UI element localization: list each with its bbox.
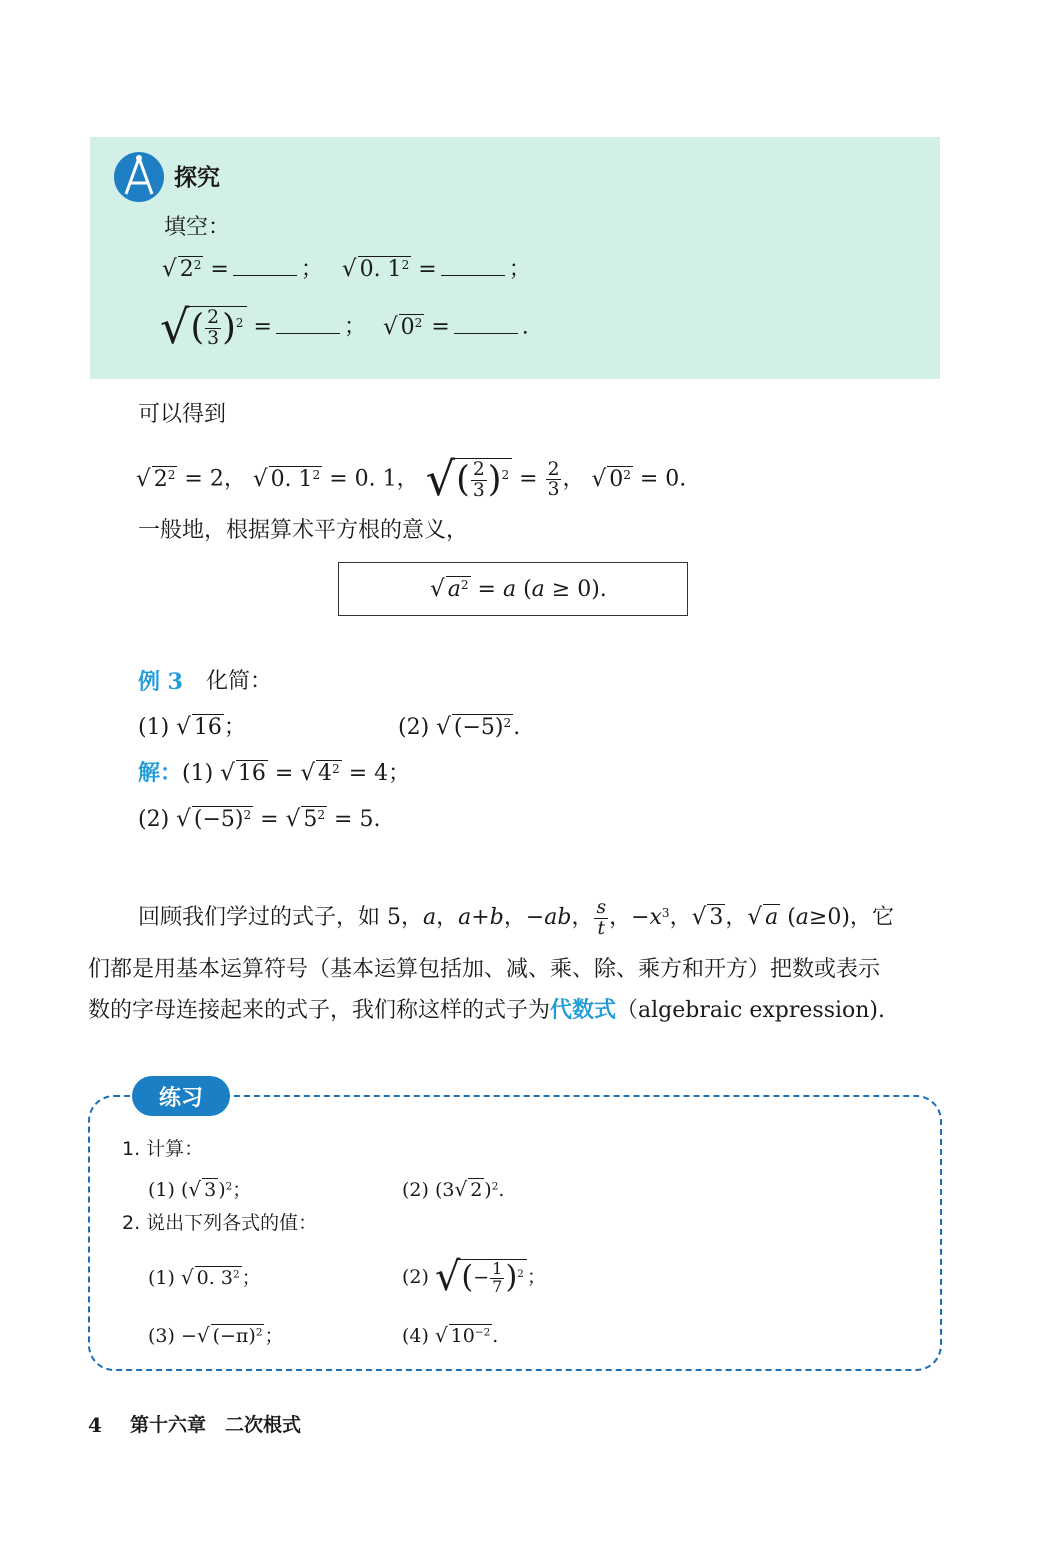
solution-1: 解：(1) √ 16 = √ $4^2 = 4$；: [138, 760, 411, 786]
explore-row-1: √ $2^2$ = ； √ 0. $1^2$ = ；: [162, 256, 531, 282]
result-general: 一般地，根据算术平方根的意义，: [138, 518, 469, 543]
practice-q2: 2. 说出下列各式的值：: [122, 1212, 318, 1234]
explore-icon: [112, 150, 166, 208]
review-line-3-end: （algebraic expression).: [616, 998, 886, 1023]
practice-q2-2: (2) √(− $\frac{1}{7}$ )$^2$ ；: [402, 1254, 546, 1300]
example-part-2: (2) √ $(-5)^2$.: [398, 714, 521, 740]
practice-q2-4: (4) √ $10^{-2}$ .: [402, 1323, 499, 1347]
term-algebraic: 代数式: [550, 998, 617, 1023]
practice-q1-2: (2) (3√ 2 )$^2$.: [402, 1177, 505, 1201]
explore-row-2: √( $\frac{2}{3}$ )$^2$ = ； √ $0^2$ = .: [160, 300, 529, 354]
result-equations: √ $2^2 = 2$， √ 0. $1^2 = 0$. 1， √( $\frac{2}{3}$ )$^2$ = $\frac{2}{3}$ ， √ $0^2 = 0$.: [136, 452, 687, 506]
solution-label: 解：: [138, 761, 183, 786]
practice-q2-3: (3) −√ $(-\pi)^2$ ；: [148, 1323, 284, 1347]
review-line-1: 回顾我们学过的式子，如 5，a，a+b，−ab， $\frac{s}{t}$ ，$-x^3$，√ 3，√ a (a≥0)，它: [138, 897, 894, 939]
practice-q2-1: (1) √ 0. $3^2$ ；: [148, 1265, 261, 1289]
review-line-3-start: 数的字母连接起来的式子，我们称这样的式子为: [88, 998, 551, 1023]
explore-prompt: 填空：: [164, 215, 231, 240]
solution-2: (2) √ $(-5)^2$ = √ $5^2 = 5$.: [138, 806, 381, 832]
practice-q1: 1. 计算：: [122, 1138, 204, 1160]
practice-title: 练习: [158, 1085, 203, 1111]
explore-title: 探究: [174, 165, 220, 191]
practice-q1-1: (1) (√ 3 )$^2$；: [148, 1177, 252, 1201]
review-line-2: 们都是用基本运算符号（基本运算包括加、减、乘、除、乘方和开方）把数或表示: [88, 957, 881, 982]
example-task: 化简：: [206, 669, 273, 694]
practice-badge: [132, 1076, 230, 1116]
page-number: 4: [88, 1413, 102, 1437]
result-intro: 可以得到: [138, 402, 227, 427]
formula: √ $a^2 = a$ (a ≥ 0).: [430, 576, 607, 602]
example-parts: (1) √ 16；: [138, 714, 246, 740]
example-label: 例 3: [138, 669, 183, 695]
review-line-3: [88, 998, 885, 1024]
chapter-title: 第十六章 二次根式: [130, 1414, 302, 1436]
